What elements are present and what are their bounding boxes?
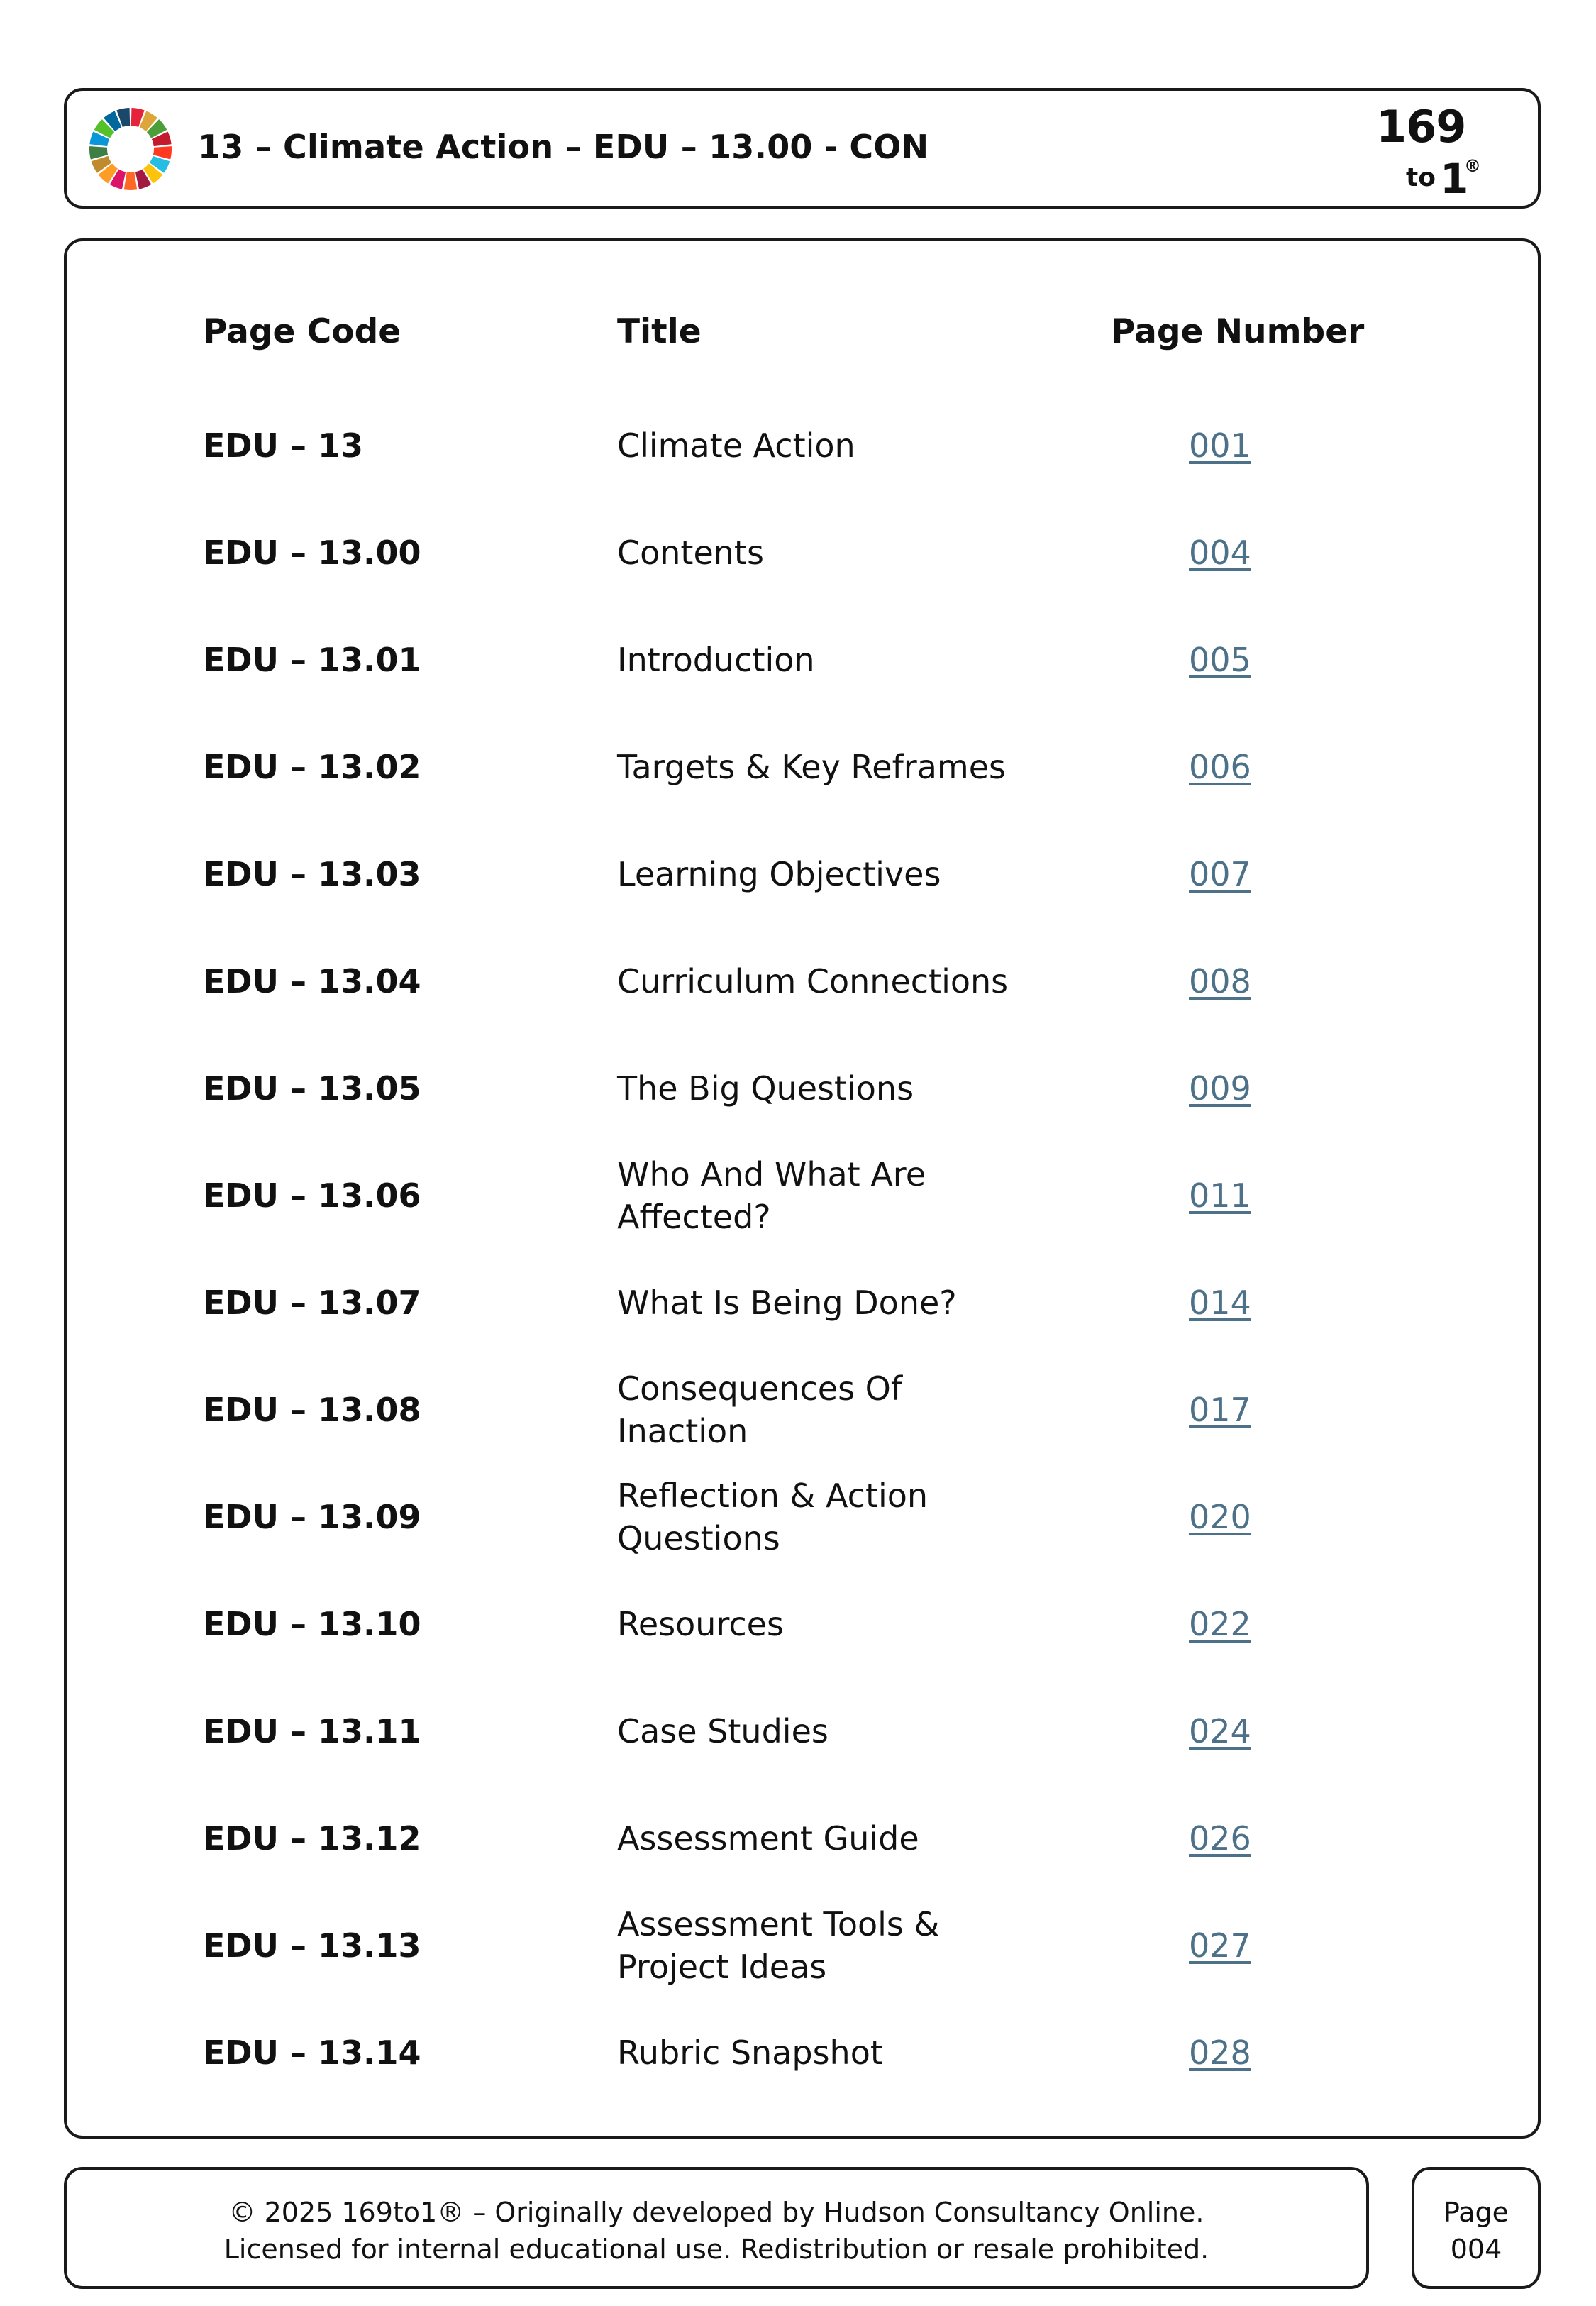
row-page-number-link[interactable]: 026 (1189, 1819, 1251, 1858)
contents-table (64, 238, 1541, 2139)
row-page-code: EDU – 13.08 (203, 1390, 421, 1429)
row-title: Who And What Are Affected? (617, 1154, 926, 1236)
brand-registered-mark: ® (1464, 156, 1481, 176)
brand-169: 169 (1376, 101, 1466, 153)
row-title: What Is Being Done? (617, 1283, 957, 1322)
row-title: Targets & Key Reframes (617, 747, 1006, 786)
table-row (67, 1142, 1538, 1249)
row-page-code: EDU – 13.03 (203, 854, 421, 893)
row-page-code: EDU – 13.00 (203, 533, 421, 572)
row-page-code: EDU – 13.01 (203, 640, 421, 679)
row-page-number-link[interactable]: 024 (1189, 1711, 1251, 1750)
table-row (67, 1035, 1538, 1142)
row-title: Case Studies (617, 1711, 829, 1750)
row-page-code: EDU – 13.11 (203, 1711, 421, 1750)
table-row (67, 1356, 1538, 1463)
row-title: Assessment Tools & Project Ideas (617, 1904, 940, 1986)
footer-copyright: © 2025 169to1® – Originally developed by Hudson Consultancy Online. (228, 2197, 1204, 2228)
table-row (67, 392, 1538, 499)
row-page-number-link[interactable]: 005 (1189, 640, 1251, 679)
row-page-code: EDU – 13.04 (203, 961, 421, 1000)
table-row (67, 820, 1538, 927)
document-header (64, 88, 1541, 209)
footer-license: Licensed for internal educational use. Redistribution or resale prohibited. (223, 2234, 1209, 2265)
row-title: Reflection & Action Questions (617, 1476, 929, 1557)
row-page-code: EDU – 13.06 (203, 1176, 421, 1215)
row-page-number-link[interactable]: 001 (1189, 426, 1251, 465)
column-header-page-code: Page Code (203, 312, 401, 351)
row-page-code: EDU – 13.05 (203, 1069, 421, 1108)
row-page-number-link[interactable]: 006 (1189, 747, 1251, 786)
row-title: Climate Action (617, 426, 855, 465)
document-title: 13 – Climate Action – EDU – 13.00 - CON (198, 128, 929, 166)
row-page-code: EDU – 13.12 (203, 1819, 421, 1858)
table-row (67, 1249, 1538, 1356)
row-page-number-link[interactable]: 020 (1189, 1497, 1251, 1536)
row-page-number-link[interactable]: 011 (1189, 1176, 1251, 1215)
row-page-number-link[interactable]: 017 (1189, 1390, 1251, 1429)
row-page-code: EDU – 13.07 (203, 1283, 421, 1322)
page-indicator (1412, 2167, 1541, 2289)
row-page-number-link[interactable]: 009 (1189, 1069, 1251, 1108)
table-row (67, 927, 1538, 1035)
row-title: Curriculum Connections (617, 961, 1009, 1000)
page-number: 004 (1450, 2234, 1502, 2265)
row-page-code: EDU – 13.02 (203, 747, 421, 786)
table-row (67, 713, 1538, 820)
row-title: Rubric Snapshot (617, 2033, 883, 2072)
table-row (67, 1892, 1538, 1999)
table-row (67, 1463, 1538, 1570)
sdg-wheel-logo (88, 106, 173, 192)
brand-logo (1376, 98, 1483, 204)
sdg-wheel-segment (124, 172, 137, 190)
brand-to: to (1406, 163, 1436, 192)
row-title: Introduction (617, 640, 815, 679)
row-page-number-link[interactable]: 014 (1189, 1283, 1251, 1322)
table-row (67, 1784, 1538, 1892)
row-page-code: EDU – 13 (203, 426, 364, 465)
row-page-number-link[interactable]: 007 (1189, 854, 1251, 893)
row-page-code: EDU – 13.14 (203, 2033, 421, 2072)
row-page-code: EDU – 13.09 (203, 1497, 421, 1536)
table-row (67, 499, 1538, 606)
row-page-number-link[interactable]: 004 (1189, 533, 1251, 572)
row-title: Assessment Guide (617, 1819, 919, 1858)
column-header-page-number: Page Number (1111, 312, 1365, 351)
table-row (67, 606, 1538, 713)
row-title: Consequences Of Inaction (617, 1369, 903, 1450)
row-page-number-link[interactable]: 027 (1189, 1926, 1251, 1965)
brand-one: 1 (1440, 155, 1469, 203)
row-page-code: EDU – 13.13 (203, 1926, 421, 1965)
table-row (67, 1677, 1538, 1784)
row-title: Contents (617, 533, 764, 572)
row-title: The Big Questions (617, 1069, 914, 1108)
row-page-number-link[interactable]: 022 (1189, 1604, 1251, 1643)
table-row (67, 1999, 1538, 2106)
table-row (67, 1570, 1538, 1677)
row-page-number-link[interactable]: 028 (1189, 2033, 1251, 2072)
row-page-code: EDU – 13.10 (203, 1604, 421, 1643)
footer-notice (64, 2167, 1369, 2289)
page-label: Page (1443, 2197, 1509, 2228)
column-header-title: Title (617, 312, 702, 351)
row-page-number-link[interactable]: 008 (1189, 961, 1251, 1000)
row-title: Resources (617, 1604, 784, 1643)
row-title: Learning Objectives (617, 854, 941, 893)
